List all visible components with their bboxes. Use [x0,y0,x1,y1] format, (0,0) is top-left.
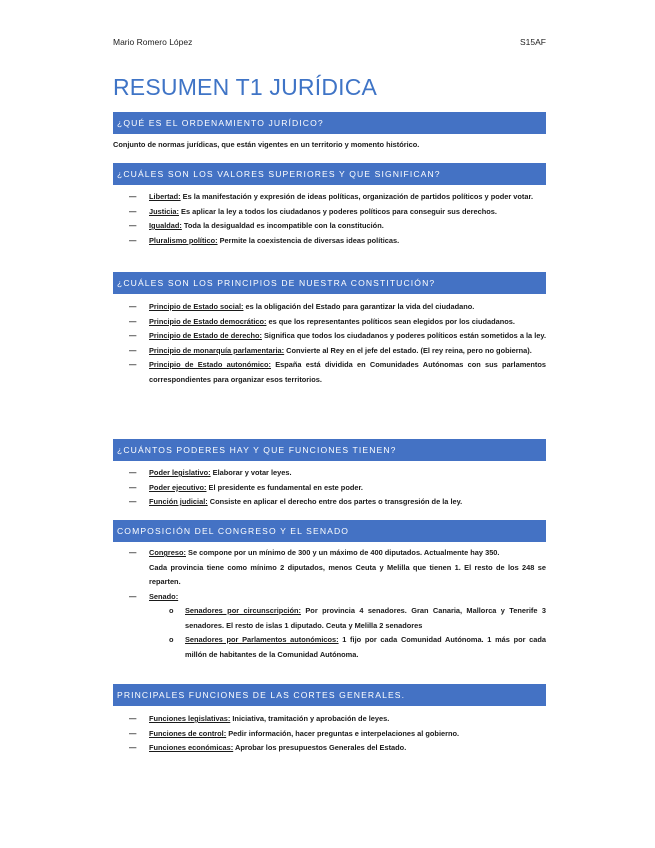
item-description: Iniciativa, tramitación y aprobación de leyes. [230,714,390,723]
item-term: Principio de Estado social: [149,302,244,311]
section-heading-valores: ¿CUÁLES SON LOS VALORES SUPERIORES Y QUE SIGNIFICAN? [113,163,546,185]
dash-marker: — [129,345,137,355]
list-principios [113,300,546,387]
list-funciones-cortes [113,712,546,756]
dash-marker: — [129,331,137,340]
section-heading-funciones-cortes: PRINCIPALES FUNCIONES DE LAS CORTES GENERALES. [113,684,546,706]
bullet-marker: o [169,606,174,615]
item-description: 1 fijo por cada Comunidad Autónoma. 1 más por cada millón de habitantes de la Comunidad Autónoma. [185,635,547,659]
dash-marker: — [129,316,137,326]
bullet-marker: o [169,635,174,644]
sublist-item [149,604,546,633]
list-item [113,495,546,510]
item-description: Es aplicar la ley a todos los ciudadanos y poderes políticos para conseguir sus derechos. [179,206,497,216]
item-term: Funciones de control: [149,728,227,738]
list-item-senado [113,590,546,663]
list-item [113,190,546,205]
item-description: Convierte al Rey en el jefe del estado. (El rey reina, pero no gobierna). [284,345,532,355]
sublist-senado [149,604,546,662]
dash-marker: — [129,714,137,723]
item-term: Senadores por Parlamentos autonómicos: [185,635,339,644]
section-text-ordenamiento: Conjunto de normas jurídicas, que están vigentes en un territorio y momento histórico. [113,140,420,149]
item-term: Funciones económicas: [149,743,234,752]
list-item [113,219,546,234]
author-name: Mario Romero López [113,37,193,47]
dash-marker: — [129,482,137,492]
item-extra-text: Cada provincia tiene como mínimo 2 diputados, menos Ceuta y Melilla que tienen 1. El resto de los 248 se reparten. [149,562,546,586]
list-item [113,205,546,220]
item-term: Poder ejecutivo: [149,482,207,492]
item-description: Es la manifestación y expresión de ideas políticas, organización de partidos políticos y poder votar. [180,192,534,201]
document-title: RESUMEN T1 JURÍDICA [113,74,378,100]
list-item [113,234,546,249]
item-term: Función judicial: [149,497,208,506]
item-description: España está dividida en Comunidades Autónomas con sus parlamentos correspondientes para organizar esos territorios. [149,360,546,384]
list-item [113,712,546,727]
item-term: Igualdad: [149,221,182,230]
item-description: Aprobar los presupuestos Generales del Estado. [233,743,407,752]
item-description: Consiste en aplicar el derecho entre dos partes o transgresión de la ley. [207,497,463,506]
item-term: Pluralismo político: [149,235,218,245]
list-item [113,481,546,496]
section-heading-composicion: COMPOSICIÓN DEL CONGRESO Y EL SENADO [113,520,546,542]
dash-marker: — [129,360,137,369]
list-item [113,329,546,344]
item-description: Pedir información, hacer preguntas e interpelaciones al gobierno. [226,728,460,738]
dash-marker: — [129,192,137,201]
list-item [113,466,546,481]
item-term: Funciones legislativas: [149,714,231,723]
item-term: Congreso: [149,548,186,557]
sublist-item [149,633,546,662]
item-description: El presidente es fundamental en este poder. [206,482,363,492]
item-description: es la obligación del Estado para garantizar la vida del ciudadano. [243,302,475,311]
dash-marker: — [129,302,137,311]
document-code: S15AF [520,37,546,47]
list-poderes [113,466,546,510]
item-description: Elaborar y votar leyes. [210,468,292,477]
section-heading-poderes: ¿CUÁNTOS PODERES HAY Y QUE FUNCIONES TIENEN? [113,439,546,461]
item-description: Significa que todos los ciudadanos y poderes políticos están sometidos a la ley. [261,331,546,340]
item-term: Poder legislativo: [149,468,211,477]
item-description: Toda la desigualdad es incompatible con la constitución. [181,221,384,230]
dash-marker: — [129,548,137,557]
dash-marker: — [129,591,137,601]
item-term: Senado: [149,591,179,601]
list-item [113,300,546,315]
item-term: Principio de Estado democrático: [149,316,267,326]
dash-marker: — [129,743,137,752]
item-description: Se compone por un mínimo de 300 y un máximo de 400 diputados. Actualmente hay 350. [185,548,500,557]
section-heading-principios: ¿CUÁLES SON LOS PRINCIPIOS DE NUESTRA CONSTITUCIÓN? [113,272,546,294]
page-header [113,37,546,47]
dash-marker: — [129,728,137,738]
list-item-congreso [113,546,546,590]
item-term: Libertad: [149,192,181,201]
list-item [113,344,546,359]
dash-marker: — [129,221,137,230]
list-composicion [113,546,546,662]
item-term: Senadores por circunscripción: [185,606,301,615]
list-item [113,741,546,756]
item-term: Principio de Estado autonómico: [149,360,271,369]
dash-marker: — [129,497,137,506]
list-item [113,727,546,742]
list-item [113,358,546,387]
dash-marker: — [129,468,137,477]
section-heading-ordenamiento: ¿QUÉ ES EL ORDENAMIENTO JURÍDICO? [113,112,546,134]
item-description: Por provincia 4 senadores. Gran Canaria, Mallorca y Tenerife 3 senadores. El resto de islas 1 diputado. Ceuta y Melilla 2 senadores [185,606,546,630]
item-term: Principio de monarquía parlamentaria: [149,345,285,355]
item-term: Justicia: [149,206,179,216]
list-item [113,315,546,330]
item-term: Principio de Estado de derecho: [149,331,262,340]
dash-marker: — [129,206,137,216]
item-description: es que los representantes políticos sean elegidos por los ciudadanos. [266,316,515,326]
list-valores [113,190,546,248]
item-description: Permite la coexistencia de diversas ideas políticas. [217,235,400,245]
dash-marker: — [129,235,137,245]
